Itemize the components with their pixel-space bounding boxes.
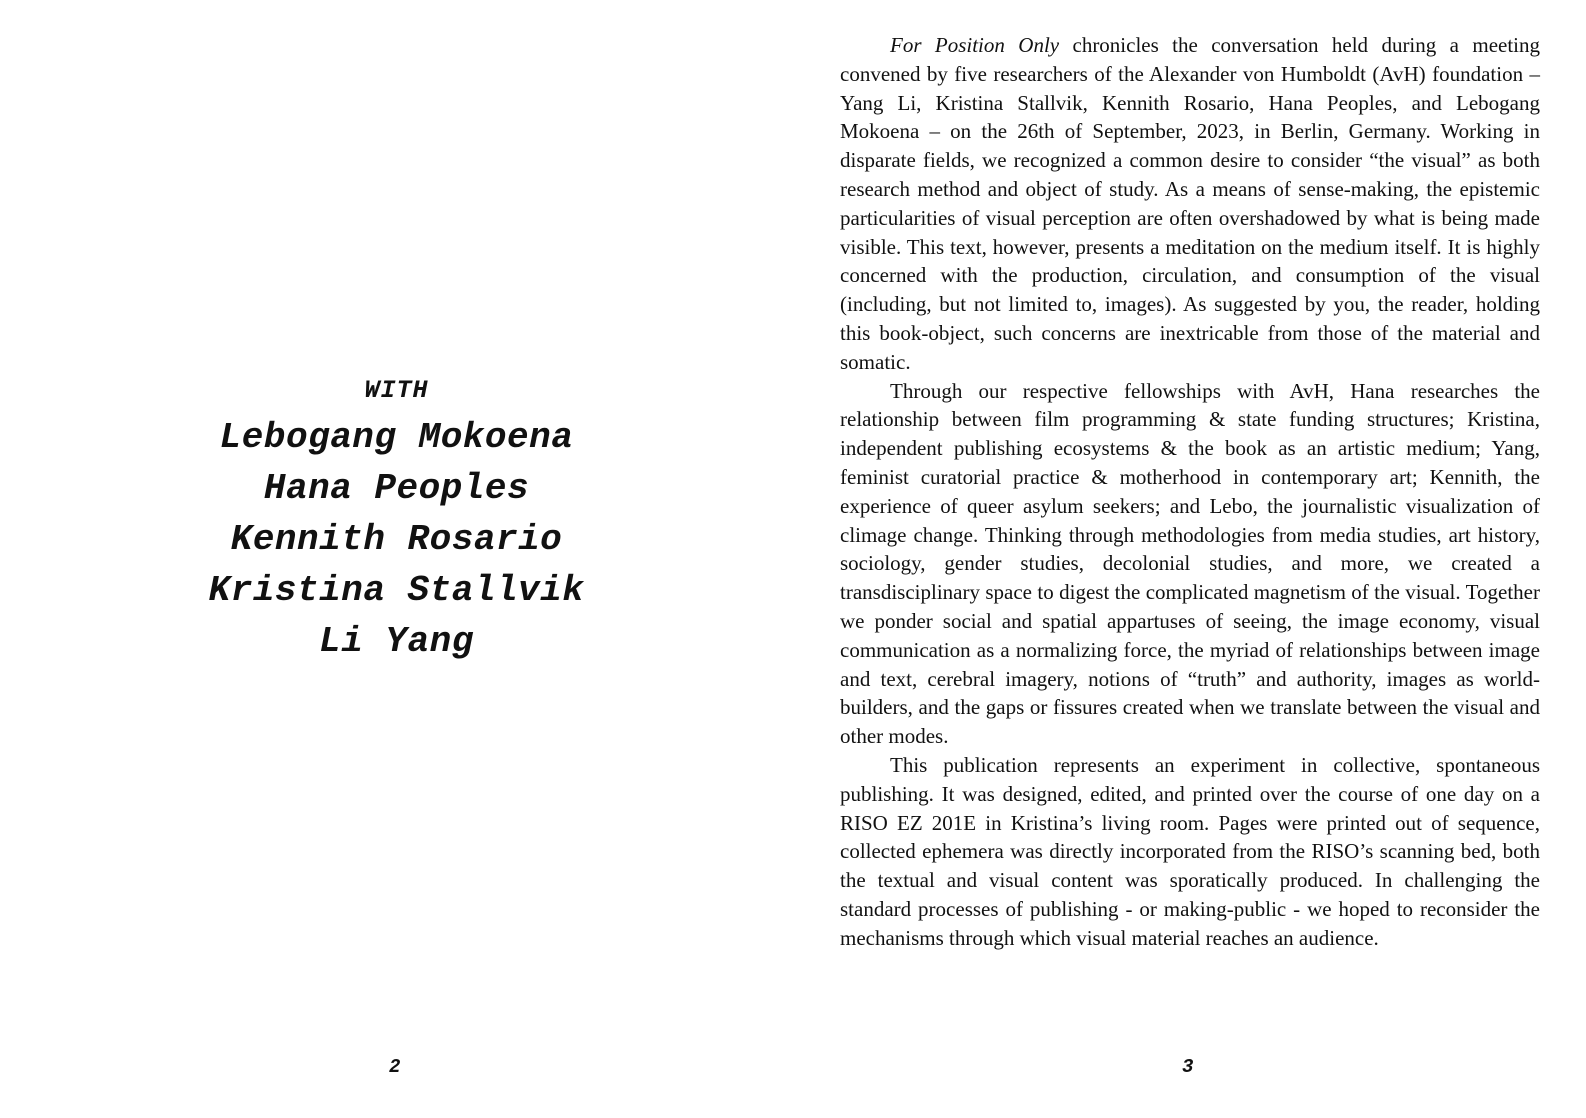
paragraph-3: This publication represents an experiment in collective, spontaneous publishing. It was designed, edited, and printed over the course of one day on a RISO EZ 201E in Kristina’s living room. Pages were printed out of sequence, collected ephemera was directly incorporated from the RISO’s scanning bed, both the textual and visual content was sporatically produced. In challenging the standard processes of publishing - or making-public - we hoped to reconsider the mechanisms through which visual material reaches an audience. — [840, 752, 1540, 950]
page-number-left: 2 — [389, 1056, 401, 1078]
publication-title: For Position Only — [890, 33, 1060, 57]
contributors-credits — [0, 372, 793, 667]
contributor-name: Kennith Rosario — [230, 519, 563, 560]
paragraph-1-text: chronicles the conversation held during a meeting convened by five researchers of the Alexander von Humboldt (AvH) foundation – Yang Li, Kristina Stallvik, Kennith Rosario, Hana Peoples, and Lebogang Mokoena – on the 26th of September, 2023, in Berlin, Germany. Working in disparate fields, we recognized a common desire to consider “the visual” as both research method and object of study. As a means of sense-making, the epistemic particularities of visual perception are often overshadowed by what is being made visible. This text, however, presents a meditation on the medium itself. It is highly concerned with the production, circulation, and consumption of the visual (including, but not limited to, images). As suggested by you, the reader, holding this book-object, such concerns are inextricable from those of the material and somatic. — [840, 33, 1541, 374]
paragraph-1 — [840, 31, 1540, 377]
paragraph-2: Through our respective fellowships with AvH, Hana researches the relationship between film programming & state funding structures; Kristina, independent publishing ecosystems & the book as an artistic medium; Yang, feminist curatorial practice & motherhood in contemporary art; Kennith, the experience of queer asylum seekers; and Lebo, the journalistic visualization of climage change. Thinking through methodologies from media studies, art history, sociology, gender studies, decolonial studies, and more, we created a transdisciplinary space to digest the complicated magnetism of the visual. Together we ponder social and spatial appartuses of seeing, the image economy, visual communication as a normalizing force, the myriad of relationships between image and text, cerebral imagery, notions of “truth” and authority, images as world-builders, and the gaps or fissures created when we translate between the visual and other modes. — [840, 378, 1540, 749]
contributor-list — [0, 412, 793, 667]
with-label: WITH — [364, 376, 429, 405]
contributor-name: Hana Peoples — [263, 468, 530, 509]
right-page — [793, 0, 1586, 1118]
contributor-name: Lebogang Mokoena — [219, 417, 574, 458]
contributor-name: Li Yang — [319, 621, 474, 662]
contributor-name: Kristina Stallvik — [208, 570, 585, 611]
page-number-right: 3 — [1182, 1056, 1194, 1078]
introduction-text — [840, 31, 1540, 953]
